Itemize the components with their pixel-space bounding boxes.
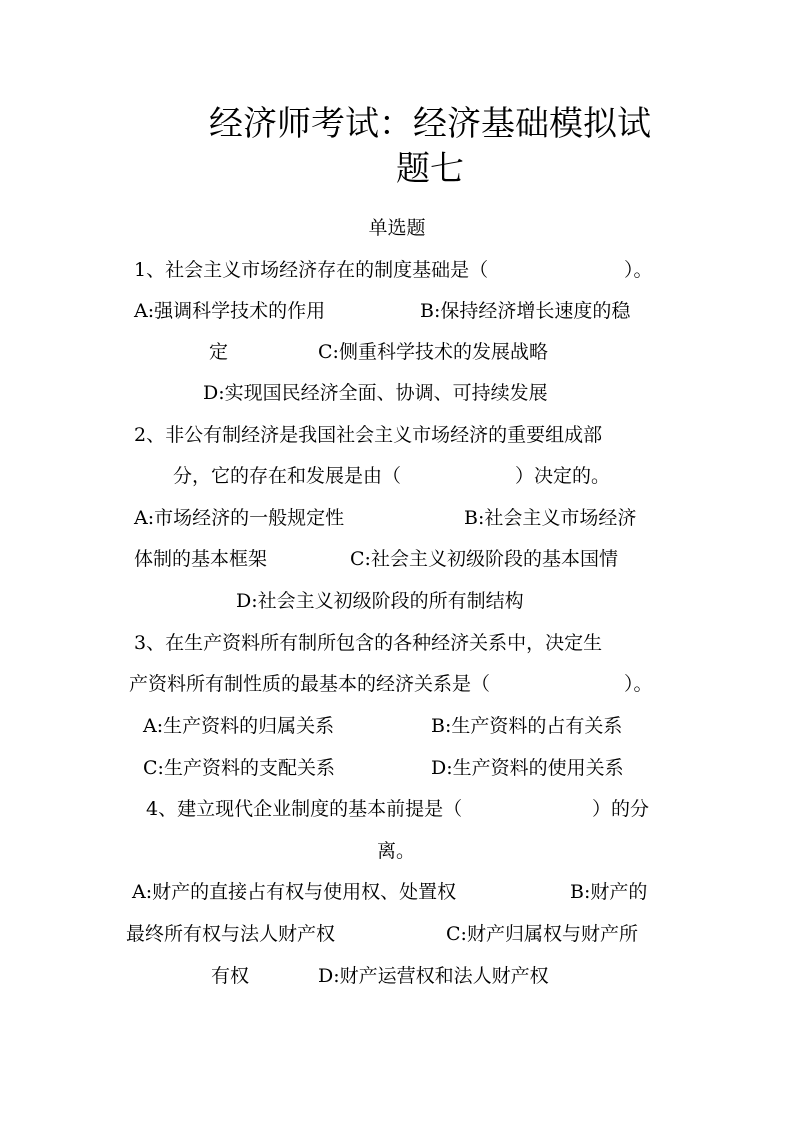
q4-option-a: A:财产的直接占有权与使用权、处置权 [132, 881, 457, 903]
q4-option-b-continued: 最终所有权与法人财产权 [126, 923, 336, 945]
document-title-line2: 题七 [396, 149, 464, 189]
q1-option-d: D:实现国民经济全面、协调、可持续发展 [203, 382, 548, 404]
q2-option-a: A:市场经济的一般规定性 [134, 507, 345, 529]
q4-stem-part1: 4、建立现代企业制度的基本前提是（ [146, 798, 463, 820]
q4-option-c-continued: 有权 [211, 965, 250, 987]
q4-option-d: D:财产运营权和法人财产权 [318, 965, 549, 987]
q1-stem-close: ）。 [624, 259, 653, 281]
q3-stem-part1: 3、在生产资料所有制所包含的各种经济关系中，决定生 [134, 632, 603, 654]
q4-option-b: B:财产的 [570, 881, 648, 903]
q3-option-c: C:生产资料的支配关系 [143, 757, 335, 779]
q3-option-a: A:生产资料的归属关系 [143, 715, 335, 737]
q1-option-c: C:侧重科学技术的发展战略 [318, 341, 548, 363]
q1-option-a: A:强调科学技术的作用 [134, 300, 326, 322]
q2-stem-part1: 2、非公有制经济是我国社会主义市场经济的重要组成部 [134, 424, 603, 446]
q4-stem-close: ）的分 [592, 798, 650, 820]
q2-stem-close: ）决定的。 [515, 465, 611, 487]
q4-option-c: C:财产归属权与财产所 [446, 923, 638, 945]
q2-option-b: B:社会主义市场经济 [464, 507, 637, 529]
document-title-line1: 经济师考试：经济基础模拟试 [209, 104, 651, 144]
q2-stem-part2: 分，它的存在和发展是由（ [173, 465, 402, 487]
q1-option-b-continued: 定 [209, 341, 229, 363]
q3-option-b: B:生产资料的占有关系 [431, 715, 623, 737]
q1-stem: 1、社会主义市场经济存在的制度基础是（ [134, 259, 489, 281]
q3-option-d: D:生产资料的使用关系 [431, 757, 624, 779]
q2-option-b-continued: 体制的基本框架 [134, 548, 268, 570]
q3-stem-close: ）。 [624, 673, 653, 695]
q1-option-b: B:保持经济增长速度的稳 [420, 300, 631, 322]
q2-option-d: D:社会主义初级阶段的所有制结构 [236, 590, 524, 612]
q2-option-c: C:社会主义初级阶段的基本国情 [350, 548, 618, 570]
q4-stem-part2: 离。 [377, 840, 416, 862]
section-heading: 单选题 [368, 217, 426, 239]
q3-stem-part2: 产资料所有制性质的最基本的经济关系是（ [129, 673, 491, 695]
